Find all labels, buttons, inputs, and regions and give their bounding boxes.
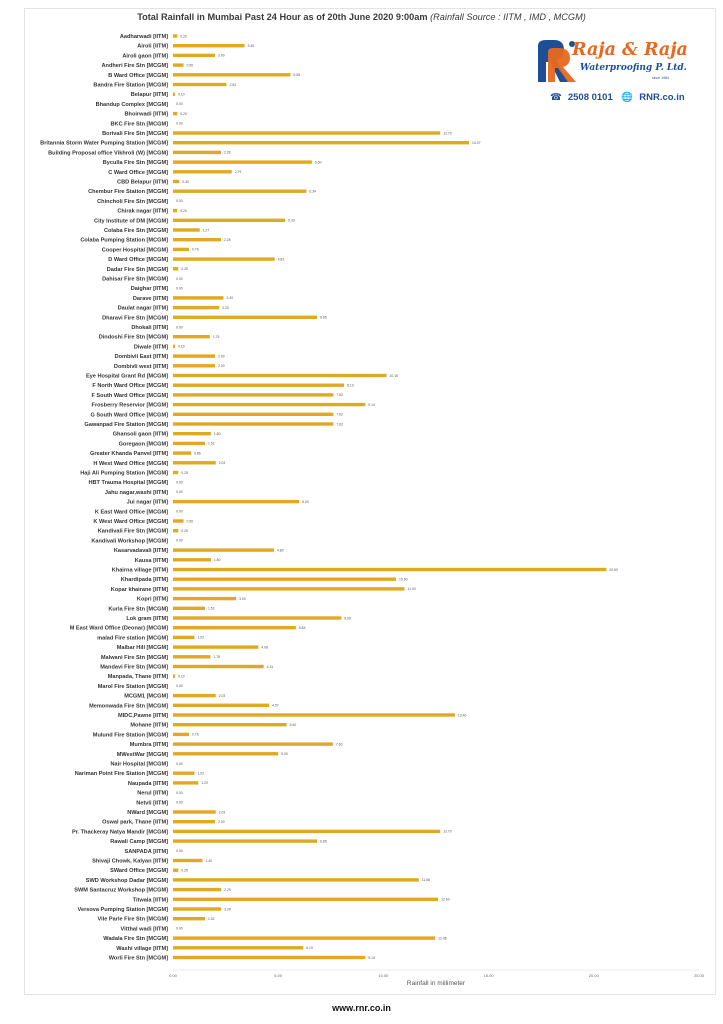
bar (173, 733, 189, 736)
bar (173, 500, 299, 503)
category-label: H West Ward Office [MCGM] (93, 460, 168, 467)
logo-since: since 1984 (652, 76, 669, 80)
bar-value-label: 5.33 (288, 218, 295, 223)
category-label: Worli Fire Stn [MCGM] (108, 955, 168, 962)
category-label: G South Ward Office [MCGM] (90, 412, 168, 419)
bar-value-label: 0.00 (176, 490, 183, 495)
bar (173, 393, 333, 396)
bar (173, 781, 198, 784)
category-label: F North Ward Office [MCGM] (92, 383, 168, 390)
bar (173, 364, 215, 367)
bar (173, 626, 296, 629)
bar (173, 44, 245, 47)
category-label: Lok gram [IITM] (126, 616, 168, 622)
bar-value-label: 0.00 (176, 325, 183, 330)
category-label: Titwala [IITM] (132, 897, 168, 904)
bar (173, 839, 317, 842)
bar-value-label: 4.83 (277, 257, 285, 262)
bar-value-label: 7.60 (335, 742, 343, 747)
bar (173, 151, 221, 154)
bar (173, 316, 317, 319)
category-label: Chembur Fire Station [MCGM] (88, 189, 168, 196)
category-label: F South Ward Office [MCGM] (91, 392, 168, 399)
bar-value-label: 2.79 (234, 170, 242, 175)
x-tick-labels (169, 973, 705, 978)
bar-value-label: 0.76 (191, 247, 199, 252)
bar-value-label: 11.00 (407, 587, 416, 592)
bar-value-label: 9.14 (368, 402, 375, 407)
bar (173, 306, 219, 309)
bar-value-label: 11.68 (421, 878, 430, 883)
bar-value-label: 4.57 (272, 703, 279, 708)
bar (173, 869, 178, 872)
bar (173, 335, 210, 338)
bar (173, 190, 306, 193)
bar (173, 141, 469, 144)
category-label: Nair Hospital [MCGM] (110, 761, 168, 768)
bar-value-label: 1.52 (207, 917, 215, 921)
category-label: Manpada, Thane [IITM] (107, 674, 168, 681)
bar-value-label: 0.50 (186, 519, 194, 524)
bar (173, 898, 438, 901)
bar-value-label: 0.00 (176, 926, 183, 931)
category-label: Jahu nagar,washi [IITM] (104, 489, 168, 496)
bar (173, 219, 285, 222)
bar-value-label: 2.00 (218, 820, 225, 824)
bar-value-label: 6.34 (309, 189, 317, 194)
bar-value-label: 1.52 (207, 606, 215, 611)
bar-value-label: 1.52 (207, 441, 215, 446)
x-tick-label: 10.00 (378, 973, 389, 978)
bar (173, 131, 440, 134)
category-label: MCGM1 [MCGM] (124, 693, 168, 700)
bar-value-label: 7.62 (336, 393, 343, 398)
category-label: SWard Office [MCGM] (110, 868, 168, 875)
bar-value-label: 5.84 (298, 626, 306, 630)
category-label: K West Ward Office [MCGM] (93, 519, 168, 525)
bar-value-label: 0.00 (176, 199, 183, 204)
bar (173, 558, 211, 561)
category-label: Naupada [IITM] (127, 780, 168, 787)
bar (173, 384, 344, 387)
x-tick-label: 15.00 (483, 973, 494, 978)
bar (173, 422, 333, 425)
logo-contact (550, 92, 691, 103)
bar-value-label: 2.00 (218, 364, 225, 369)
category-label: Colaba Pumping Station [MCGM] (80, 237, 168, 244)
bar-value-label: 7.62 (336, 412, 343, 417)
category-label: Nariman Point Fire Station [MCGM] (74, 771, 168, 778)
category-label: Diwale [IITM] (133, 344, 168, 351)
category-label: Chirak nagar [IITM] (117, 208, 168, 215)
bar-value-label: 6.85 (320, 315, 327, 320)
bar-value-label: 2.28 (223, 150, 231, 155)
bar-value-label: 3.40 (247, 44, 255, 48)
category-label: Vitthal wadi [IITM] (120, 926, 168, 933)
category-label: Kopar khairane [IITM] (110, 586, 168, 593)
bar (173, 888, 221, 891)
category-label: Colaba Fire Stn [MCGM] (103, 228, 168, 234)
bar (173, 248, 189, 251)
x-tick-label: 20.00 (588, 973, 599, 978)
category-label: Khardipada [IITM] (120, 577, 168, 584)
category-label: SWM Santacruz Workshop [MCGM] (74, 887, 168, 894)
bar-value-label: 1.02 (197, 771, 205, 776)
bar (173, 238, 221, 241)
category-label: Memonwada Fire Stn [MCGM] (89, 703, 168, 710)
bar-value-label: 8.00 (344, 616, 351, 621)
bar-value-label: 2.03 (218, 810, 226, 815)
category-label: D Ward Office [MCGM] (108, 257, 168, 264)
bar-value-label: 0.10 (178, 674, 185, 679)
bar (173, 956, 365, 959)
bar (173, 810, 216, 813)
bar (173, 461, 216, 464)
bar (173, 432, 211, 435)
bar-value-label: 1.78 (213, 655, 221, 660)
category-label: Chincholi Fire Stn [MCGM] (97, 198, 168, 205)
bar (173, 655, 210, 658)
bar (173, 73, 290, 76)
bar-value-label: 2.03 (218, 461, 226, 466)
bar (173, 83, 226, 86)
category-label: Mumbra [IITM] (129, 742, 168, 749)
category-label: CBD Belapur [IITM] (117, 179, 168, 186)
bar (173, 694, 216, 697)
category-label: Rawali Camp [MCGM] (110, 839, 168, 846)
bar (173, 54, 215, 57)
category-label: Kopri [IITM] (136, 596, 168, 603)
category-label: B Ward Office [MCGM] (108, 72, 168, 79)
logo-phone: 2508 0101 (567, 92, 613, 103)
bar-value-label: 1.80 (213, 558, 221, 563)
bar-value-label: 1.20 (201, 781, 208, 786)
bar-value-label: 0.30 (182, 179, 189, 184)
bar-value-label: 0.25 (181, 470, 188, 475)
bar (173, 180, 179, 183)
x-axis-title: Rainfall in millimeter (406, 980, 466, 987)
bar (173, 645, 258, 648)
bar-value-label: 5.00 (281, 752, 288, 757)
category-label: Dhokali [IITM] (131, 325, 168, 331)
bar-value-label: 6.00 (302, 499, 309, 504)
bar (173, 296, 223, 299)
bar-value-label: 1.02 (197, 635, 205, 640)
category-label: Andheri Fire Stn [MCGM] (101, 63, 168, 70)
category-label: Building Proposal office Vikhroli (W) [MCGM] (48, 150, 168, 157)
bar-value-label: 13.40 (457, 713, 467, 718)
category-label: Bandra Fire Station [MCGM] (93, 82, 168, 89)
bar-value-label: 2.29 (224, 887, 231, 892)
category-label: MWestWar [MCGM] (116, 751, 168, 758)
bar (173, 34, 177, 37)
bar (173, 568, 606, 571)
bars-group (40, 34, 618, 962)
bar-value-label: 12.70 (443, 131, 452, 136)
bar (173, 345, 175, 348)
bar (173, 160, 312, 163)
bar (173, 548, 274, 551)
bar (173, 713, 455, 716)
x-tick-label: 5.00 (274, 973, 283, 978)
bar (173, 354, 215, 357)
bar (173, 616, 341, 619)
bar-value-label: 9.14 (368, 955, 375, 960)
category-label: Marol Fire Station [MCGM] (97, 683, 168, 690)
bar (173, 374, 387, 377)
category-label: Vile Parle Fire Stn [MCGM] (97, 916, 168, 923)
bar (173, 946, 303, 949)
bar-value-label: 2.40 (226, 296, 234, 301)
bar (173, 772, 194, 775)
bar (173, 209, 177, 212)
bar-value-label: 8.13 (347, 383, 354, 388)
category-label: Washi village [IITM] (116, 945, 168, 952)
category-label: Shivaji Chowk, Kalyan [IITM] (92, 858, 168, 865)
bar-value-label: 5.40 (289, 723, 297, 727)
bar-value-label: 4.80 (276, 548, 284, 553)
bar (173, 597, 236, 600)
bar (173, 413, 333, 416)
category-label: C Ward Office [MCGM] (108, 169, 168, 176)
category-label: Kurla Fire Stn [MCGM] (108, 606, 168, 613)
category-label: Ghansoli gaon [IITM] (112, 431, 168, 438)
bar-value-label: 2.29 (224, 907, 231, 912)
bar (173, 63, 184, 66)
x-tick-label: 25.00 (693, 973, 705, 978)
bar-value-label: 0.10 (178, 92, 185, 97)
bar (173, 742, 333, 745)
bar-value-label: 0.00 (176, 276, 183, 281)
category-label: Wadala Fire Stn [MCGM] (103, 936, 168, 943)
category-label: Daighar [IITM] (130, 286, 168, 293)
category-label: Dombivli west [IITM] (113, 363, 168, 370)
bar (173, 471, 178, 474)
category-label: Versova Pumping Station [MCGM] (77, 907, 168, 913)
bar (173, 587, 404, 590)
category-label: Airoli [IITM] (137, 43, 168, 50)
bar-value-label: 2.28 (223, 238, 231, 242)
bar (173, 936, 435, 939)
category-label: Kausa [IITM] (134, 557, 168, 564)
bar-value-label: 1.80 (213, 432, 221, 436)
bar (173, 578, 396, 581)
category-label: Malwani Fire Stn [MCGM] (100, 654, 168, 661)
bar-value-label: 0.00 (176, 849, 183, 854)
category-label: Haji Ali Pumping Station [MCGM] (80, 470, 168, 477)
bar-value-label: 0.00 (176, 800, 183, 805)
footer-website[interactable]: www.rnr.co.in (332, 1003, 391, 1013)
category-label: Frosberry Reservior [MCGM] (91, 402, 168, 409)
bar-value-label: 4.06 (261, 645, 269, 650)
category-label: Kandivali Fire Stn [MCGM] (97, 528, 168, 535)
phone-icon: ☎ (550, 92, 562, 103)
bar (173, 675, 175, 678)
category-label: Oswal park, Thane [IITM] (102, 819, 168, 826)
category-label: Borivali Fire Stn [MCGM] (102, 131, 168, 137)
bar-value-label: 5.58 (293, 73, 301, 78)
bar-value-label: 0.00 (176, 684, 183, 689)
bar-value-label: 2.20 (222, 305, 229, 310)
bar-value-label: 0.00 (176, 790, 183, 795)
bar (173, 636, 194, 639)
bar (173, 257, 275, 260)
category-label: Goregaon [MCGM] (118, 441, 168, 448)
bar-value-label: 4.31 (266, 664, 274, 669)
bar-value-label: 2.00 (218, 354, 225, 359)
bar (173, 723, 287, 726)
category-label: Dahisar Fire Stn [MCGM] (102, 276, 168, 283)
bar-value-label: 2.00 (218, 53, 225, 58)
category-label: Mandavi Fire Stn [MCGM] (100, 664, 168, 671)
bar (173, 267, 178, 270)
bar-value-label: 0.76 (191, 732, 199, 737)
bar-value-label: 0.25 (181, 529, 188, 533)
bar-value-label: 0.00 (176, 538, 183, 543)
bar-value-label: 0.00 (176, 286, 183, 291)
category-label: Belapur [IITM] (130, 92, 168, 99)
bar-value-label: 14.07 (472, 141, 481, 145)
bar (173, 519, 184, 522)
bar-value-label: 20.60 (609, 567, 618, 572)
category-label: Netvli [IITM] (136, 800, 168, 807)
category-label: Khairna village [IITM] (111, 567, 168, 574)
bar-value-label: 10.15 (389, 373, 399, 378)
category-label: Bhandup Complex [MCGM] (95, 101, 168, 108)
bar (173, 704, 269, 707)
category-label: City Institute of DM [MCGM] (94, 218, 168, 225)
bar-value-label: 12.60 (441, 897, 450, 902)
bar-value-label: 0.00 (176, 761, 183, 766)
rainfall-source-note: (Rainfall Source : IITM , IMD , MCGM) (430, 12, 586, 22)
bar-value-label: 1.75 (212, 335, 220, 339)
bar-value-label: 0.20 (180, 208, 187, 213)
bar (173, 878, 419, 881)
bar (173, 820, 215, 823)
bar-value-label: 1.27 (202, 228, 210, 233)
category-label: Dadar Fire Stn [MCGM] (106, 266, 168, 273)
x-tick-label: 0.00 (169, 973, 177, 978)
category-label: Darave [IITM] (132, 295, 168, 302)
category-label: Britannia Storm Water Pumping Station [MCGM] (40, 140, 168, 147)
bar-value-label: 12.70 (443, 829, 452, 834)
bar-value-label: 7.62 (336, 422, 343, 427)
bar-value-label: 0.00 (176, 480, 183, 485)
category-label: Mulund Fire Station [MCGM] (92, 732, 168, 739)
category-label: Jui nagar [IITM] (126, 499, 168, 506)
bar-value-label: 0.00 (176, 509, 183, 514)
category-label: Aadharwadi [IITM] (119, 34, 168, 40)
company-logo (534, 38, 688, 108)
logo-brand-name: Raja & Raja (572, 40, 688, 60)
category-label: SANPADA [IITM] (124, 848, 168, 855)
category-label: Bhoirwadi [IITM] (124, 111, 168, 118)
bar-value-label: 3.00 (239, 596, 246, 601)
category-label: Kandivali Workshop [MCGM] (91, 538, 168, 545)
category-label: Malbar Hill [MCGM] (116, 645, 168, 652)
category-label: Cooper Hospital [MCGM] (101, 247, 168, 254)
bar (173, 859, 202, 862)
category-label: Nerul [IITM] (137, 790, 168, 797)
bar-value-label: 0.25 (181, 868, 188, 873)
bar-value-label: 2.54 (229, 82, 237, 87)
bar-value-label: 0.25 (181, 267, 188, 272)
bar-value-label: 0.00 (176, 121, 183, 126)
category-label: Kasarvadavali [IITM] (113, 548, 168, 555)
logo-website: RNR.co.in (639, 92, 685, 103)
category-label: Dindoshi Fire Stn [MCGM] (98, 334, 168, 341)
bar (173, 907, 221, 910)
category-label: Pr. Thackeray Natya Mandir [MCGM] (71, 829, 168, 836)
category-label: Airoli gaon [IITM] (122, 53, 168, 60)
bar-value-label: 12.46 (438, 936, 447, 941)
bar (173, 665, 264, 668)
bar-value-label: 0.10 (178, 344, 185, 349)
bar (173, 228, 200, 231)
category-label: MIDC,Pawne [IITM] (117, 713, 168, 719)
category-label: BKC Fire Stn [MCGM] (110, 121, 168, 128)
category-label: Gawanpad Fire Station [MCGM] (84, 422, 168, 428)
logo-tagline: Waterproofing P. Ltd. (580, 63, 687, 73)
bar-value-label: 0.86 (194, 451, 201, 456)
category-label: Daulat nagar [IITM] (117, 305, 168, 312)
category-label: Dombivli East [IITM] (114, 354, 168, 361)
bar (173, 442, 205, 445)
bar (173, 607, 205, 610)
category-label: malad Fire station [MCGM] (97, 635, 168, 642)
bar-value-label: 6.19 (306, 946, 313, 951)
bar (173, 93, 175, 96)
bar (173, 451, 191, 454)
category-label: Greater Khanda Panvel [IITM] (89, 451, 168, 458)
bar-value-label: 0.20 (180, 111, 187, 116)
category-label: HBT Trauma Hospital [MCGM] (88, 480, 168, 487)
bar (173, 112, 177, 115)
bar-value-label: 2.03 (218, 693, 226, 698)
bar-value-label: 0.50 (186, 63, 194, 68)
category-label: Dharavi Fire Stn [MCGM] (102, 315, 168, 322)
bar (173, 403, 365, 406)
category-label: M East Ward Office (Deonar) [MCGM] (69, 625, 168, 632)
bar (173, 529, 178, 532)
bar (173, 917, 205, 920)
category-label: NWard [MCGM] (127, 810, 168, 816)
category-label: K East Ward Office [MCGM] (94, 509, 168, 516)
bar-value-label: 0.20 (180, 34, 187, 39)
bar-value-label: 10.60 (399, 577, 408, 582)
bar (173, 170, 232, 173)
bar-value-label: 1.40 (205, 858, 213, 863)
bar-value-label: 6.85 (320, 839, 327, 844)
category-label: Byculla Fire Stn [MCGM] (102, 160, 168, 167)
bar-value-label: 6.60 (314, 160, 322, 165)
category-label: Mohane [IITM] (130, 722, 168, 729)
globe-icon: 🌐 (621, 92, 634, 103)
bar (173, 752, 278, 755)
category-label: Eye Hospital Grant Rd [MCGM] (85, 373, 168, 380)
chart-title-text: Total Rainfall in Mumbai Past 24 Hour as of 20th June 2020 9:00am (137, 12, 428, 22)
bar (173, 830, 440, 833)
category-label: SWD Workshop Dadar [MCGM] (85, 877, 168, 884)
bar-value-label: 0.00 (176, 102, 183, 107)
